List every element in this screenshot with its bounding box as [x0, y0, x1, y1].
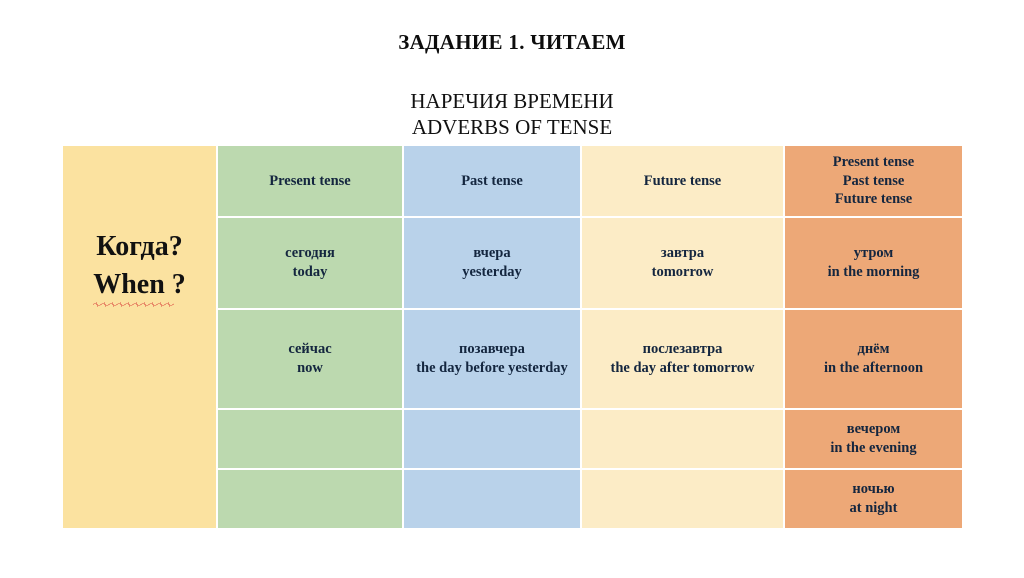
- table-cell-future-4: [581, 469, 784, 529]
- cell-en: yesterday: [462, 264, 522, 280]
- header-all-line-1: Present tense: [832, 153, 915, 170]
- cell-en: today: [292, 264, 328, 280]
- table-cell-past-4: [403, 469, 581, 529]
- spellcheck-squiggle: [93, 302, 174, 307]
- cell-ru: днём: [857, 341, 890, 358]
- cell-en: now: [297, 360, 323, 376]
- header-past: [403, 145, 581, 217]
- header-present-label: Present tense: [269, 172, 351, 189]
- table-cell-all-3: [784, 409, 963, 469]
- when-label-ru: Когда?: [96, 231, 183, 262]
- when-column: [62, 145, 217, 529]
- table-cell-all-2: [784, 309, 963, 409]
- table-cell-present-1: [217, 217, 403, 309]
- table-cell-future-2: [581, 309, 784, 409]
- when-label-en-wrapper: [93, 266, 186, 304]
- header-future-label: Future tense: [643, 172, 722, 189]
- cell-en: in the morning: [827, 264, 920, 280]
- cell-ru: вечером: [846, 421, 901, 438]
- cell-ru: послезавтра: [642, 341, 723, 358]
- cell-ru: сегодня: [285, 245, 335, 262]
- cell-en: the day after tomorrow: [610, 360, 755, 376]
- header-all-line-2: Past tense: [842, 172, 905, 189]
- header-past-label: Past tense: [461, 172, 523, 189]
- page-title: ЗАДАНИЕ 1. ЧИТАЕМ: [398, 30, 626, 54]
- subtitle-en: ADVERBS OF TENSE: [411, 115, 613, 140]
- table-cell-all-4: [784, 469, 963, 529]
- cell-ru: вчера: [473, 245, 511, 262]
- cell-ru: сейчас: [288, 341, 332, 358]
- header-all-tenses: [784, 145, 963, 217]
- table-cell-all-1: [784, 217, 963, 309]
- cell-en: tomorrow: [651, 264, 714, 280]
- page-subtitle: [0, 88, 1024, 141]
- cell-ru: завтра: [660, 245, 705, 262]
- cell-en: the day before yesterday: [416, 360, 568, 376]
- table-cell-future-1: [581, 217, 784, 309]
- cell-ru: позавчера: [459, 341, 525, 358]
- cell-en: at night: [849, 500, 898, 516]
- table-cell-past-2: [403, 309, 581, 409]
- header-future: [581, 145, 784, 217]
- subtitle-ru: НАРЕЧИЯ ВРЕМЕНИ: [410, 89, 614, 113]
- cell-en: in the afternoon: [823, 360, 924, 376]
- when-label-en: When ?: [93, 268, 186, 300]
- table-cell-past-1: [403, 217, 581, 309]
- table-cell-past-3: [403, 409, 581, 469]
- table-cell-present-4: [217, 469, 403, 529]
- table-cell-present-2: [217, 309, 403, 409]
- table-cell-present-3: [217, 409, 403, 469]
- cell-ru: ночью: [852, 481, 895, 498]
- cell-en: in the evening: [830, 440, 917, 456]
- header-present: [217, 145, 403, 217]
- header-all-line-3: Future tense: [834, 191, 913, 208]
- table-cell-future-3: [581, 409, 784, 469]
- adverbs-table: [62, 145, 963, 578]
- cell-ru: утром: [853, 245, 894, 262]
